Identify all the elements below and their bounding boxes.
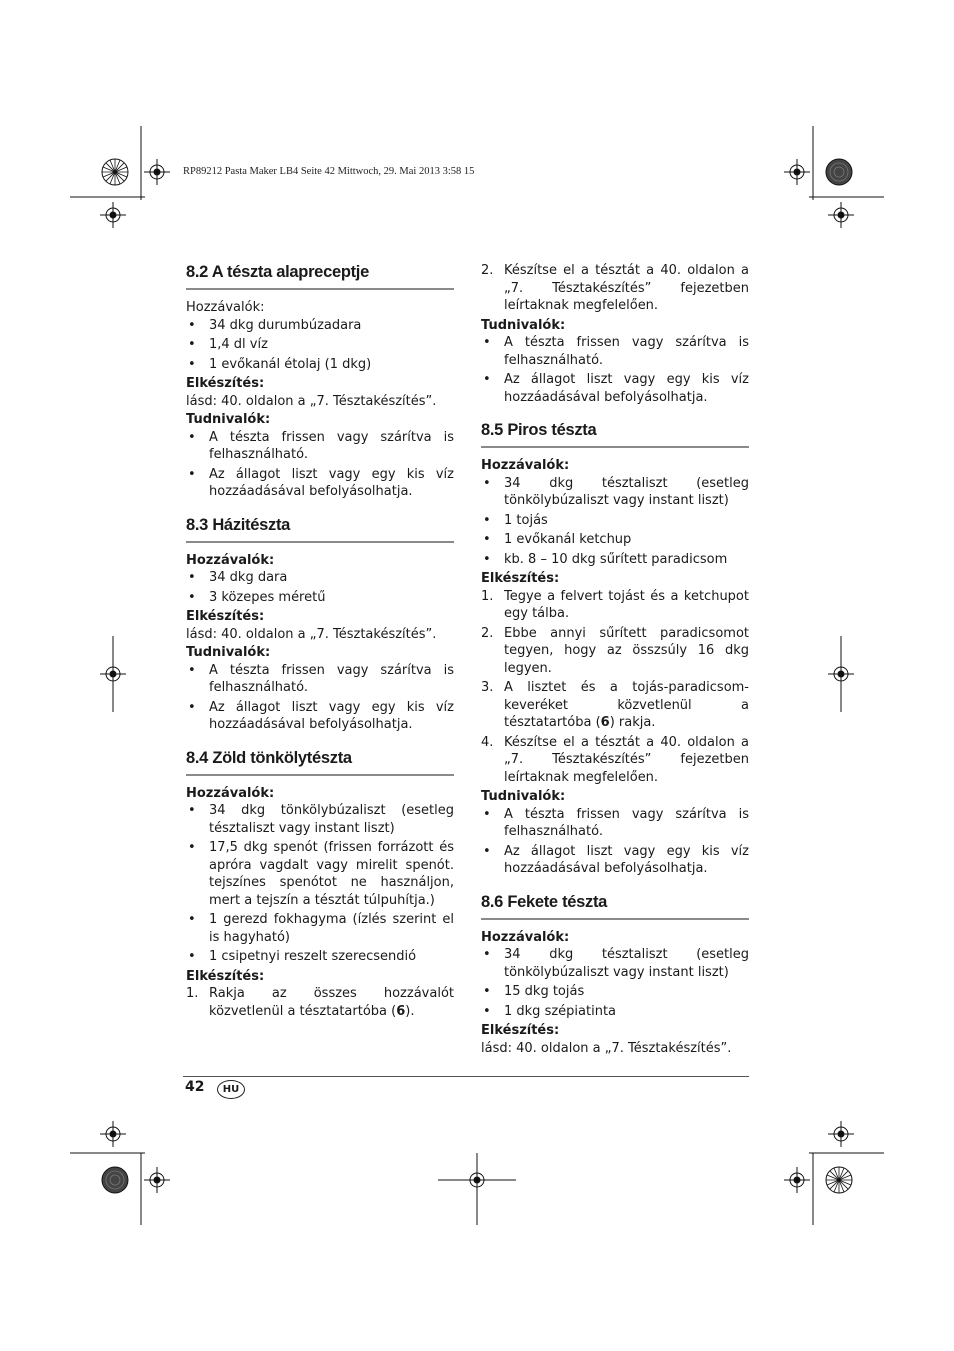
language-badge: HU	[217, 1080, 245, 1099]
ingredients-label: Hozzávalók:	[481, 929, 570, 945]
list-item: • 34 dkg tésztaliszt (esetleg tönkölybúzaliszt vagy instant liszt)	[481, 946, 749, 981]
ingredients-list	[186, 569, 454, 606]
list-item: • 1,4 dl víz	[186, 336, 454, 354]
list-item: • A tészta frissen vagy szárítva is felhasználható.	[186, 429, 454, 464]
section-title: 8.3 Házitészta	[186, 515, 454, 543]
section-8-4-continued	[481, 262, 749, 406]
part-number: 6	[600, 715, 610, 730]
prep-label: Elkészítés:	[186, 376, 265, 391]
section-8-2	[186, 262, 454, 501]
prep-label: Elkészítés:	[481, 1023, 560, 1038]
list-item: • 3 közepes méretű	[186, 589, 454, 607]
step-text-end: ).	[405, 1003, 415, 1019]
list-item: • Az állagot liszt vagy egy kis víz hozzáadásával befolyásolhatja.	[186, 699, 454, 734]
part-number: 6	[396, 1003, 406, 1019]
right-column	[481, 262, 749, 1071]
list-item: • A tészta frissen vagy szárítva is felhasználható.	[481, 806, 749, 841]
step-text: Ebbe annyi sűrített paradicsomot tegyen, hogy az összsúly 16 dkg legyen.	[504, 625, 749, 676]
ingredients-list	[481, 946, 749, 1020]
section-title: 8.4 Zöld tönkölytészta	[186, 748, 454, 776]
notes-label: Tudnivalók:	[186, 645, 271, 660]
steps-list	[481, 588, 749, 787]
section-8-4	[186, 748, 454, 1021]
section-8-3	[186, 515, 454, 734]
section-8-6	[481, 892, 749, 1058]
section-8-5	[481, 420, 749, 878]
ingredients-label: Hozzávalók:	[186, 785, 275, 801]
section-title: 8.2 A tészta alapreceptje	[186, 262, 454, 290]
prep-text: lásd: 40. oldalon a „7. Tésztakészítés”.	[186, 393, 437, 409]
footer-divider	[183, 1076, 749, 1077]
step-item	[481, 625, 749, 678]
notes-label: Tudnivalók:	[481, 317, 566, 333]
step-item	[186, 985, 454, 1020]
prep-text: lásd: 40. oldalon a „7. Tésztakészítés”.	[481, 1040, 732, 1056]
list-item: • 34 dkg tönkölybúzaliszt (esetleg tésztaliszt vagy instant liszt)	[186, 802, 454, 837]
page-number: 42	[185, 1079, 205, 1095]
notes-label: Tudnivalók:	[186, 412, 271, 427]
list-item: • 34 dkg dara	[186, 569, 454, 587]
step-text: A lisztet és a tojás-paradicsom-keveréket közvetlenül a tésztatartóba (	[504, 680, 749, 730]
step-text: Készítse el a tésztát a 40. oldalon a „7. Tésztakészítés” fejezetben leírtaknak megfelelően.	[504, 734, 749, 785]
left-column	[186, 262, 454, 1034]
ingredients-label: Hozzávalók:	[186, 552, 275, 568]
prep-text: lásd: 40. oldalon a „7. Tésztakészítés”.	[186, 626, 437, 642]
notes-label: Tudnivalók:	[481, 789, 566, 804]
list-item: • Az állagot liszt vagy egy kis víz hozzáadásával befolyásolhatja.	[481, 843, 749, 878]
step-number: 2.	[481, 625, 494, 641]
list-item: • Az állagot liszt vagy egy kis víz hozzáadásával befolyásolhatja.	[186, 466, 454, 501]
list-item: • 1 csipetnyi reszelt szerecsendió	[186, 948, 454, 966]
step-number: 3.	[481, 680, 494, 695]
ingredients-label: Hozzávalók:	[186, 300, 265, 315]
step-number: 1.	[481, 588, 494, 604]
list-item: • 17,5 dkg spenót (frissen forrázott és apróra vagdalt vagy mirelit spenót. tejszínes spenótot ne használjon, mert a tejszín a tésztát túlpuhítja.)	[186, 839, 454, 909]
step-item	[481, 262, 749, 315]
ingredients-list	[186, 802, 454, 966]
list-item: • Az állagot liszt vagy egy kis víz hozzáadásával befolyásolhatja.	[481, 371, 749, 406]
ingredients-list	[186, 317, 454, 374]
step-text: Rakja az összes hozzávalót közvetlenül a tésztatartóba (	[209, 986, 454, 1019]
ingredients-list	[481, 475, 749, 569]
list-item: • A tészta frissen vagy szárítva is felhasználható.	[186, 662, 454, 697]
step-text: Tegye a felvert tojást és a ketchupot egy tálba.	[504, 588, 749, 621]
list-item: • 1 dkg szépiatinta	[481, 1003, 749, 1021]
step-number: 1.	[186, 986, 199, 1001]
list-item: • 34 dkg tésztaliszt (esetleg tönkölybúzaliszt vagy instant liszt)	[481, 475, 749, 510]
step-item	[481, 734, 749, 787]
step-item	[481, 679, 749, 732]
notes-list	[481, 806, 749, 878]
notes-list	[186, 662, 454, 734]
list-item: • 34 dkg durumbúzadara	[186, 317, 454, 335]
list-item: • 1 evőkanál ketchup	[481, 531, 749, 549]
prep-label: Elkészítés:	[186, 609, 265, 624]
ingredients-label: Hozzávalók:	[481, 458, 570, 473]
prep-label: Elkészítés:	[186, 968, 265, 984]
step-text: Készítse el a tésztát a 40. oldalon a „7. Tésztakészítés” fejezetben leírtaknak megfelelően.	[504, 263, 749, 313]
section-title: 8.5 Piros tészta	[481, 420, 749, 448]
list-item: • 15 dkg tojás	[481, 983, 749, 1001]
list-item: • kb. 8 – 10 dkg sűrített paradicsom	[481, 551, 749, 569]
notes-list	[186, 429, 454, 501]
section-title: 8.6 Fekete tészta	[481, 892, 749, 920]
steps-list	[186, 985, 454, 1020]
step-number: 2.	[481, 263, 494, 278]
prep-label: Elkészítés:	[481, 571, 560, 586]
step-item	[481, 588, 749, 623]
step-text-end: ) rakja.	[609, 715, 656, 730]
print-header: RP89212 Pasta Maker LB4 Seite 42 Mittwoch, 29. Mai 2013 3:58 15	[183, 166, 475, 177]
step-number: 4.	[481, 734, 494, 750]
list-item: • 1 tojás	[481, 512, 749, 530]
list-item: • A tészta frissen vagy szárítva is felhasználható.	[481, 334, 749, 369]
steps-list	[481, 262, 749, 315]
list-item: • 1 gerezd fokhagyma (ízlés szerint el is hagyható)	[186, 911, 454, 946]
list-item: • 1 evőkanál étolaj (1 dkg)	[186, 356, 454, 374]
notes-list	[481, 334, 749, 406]
